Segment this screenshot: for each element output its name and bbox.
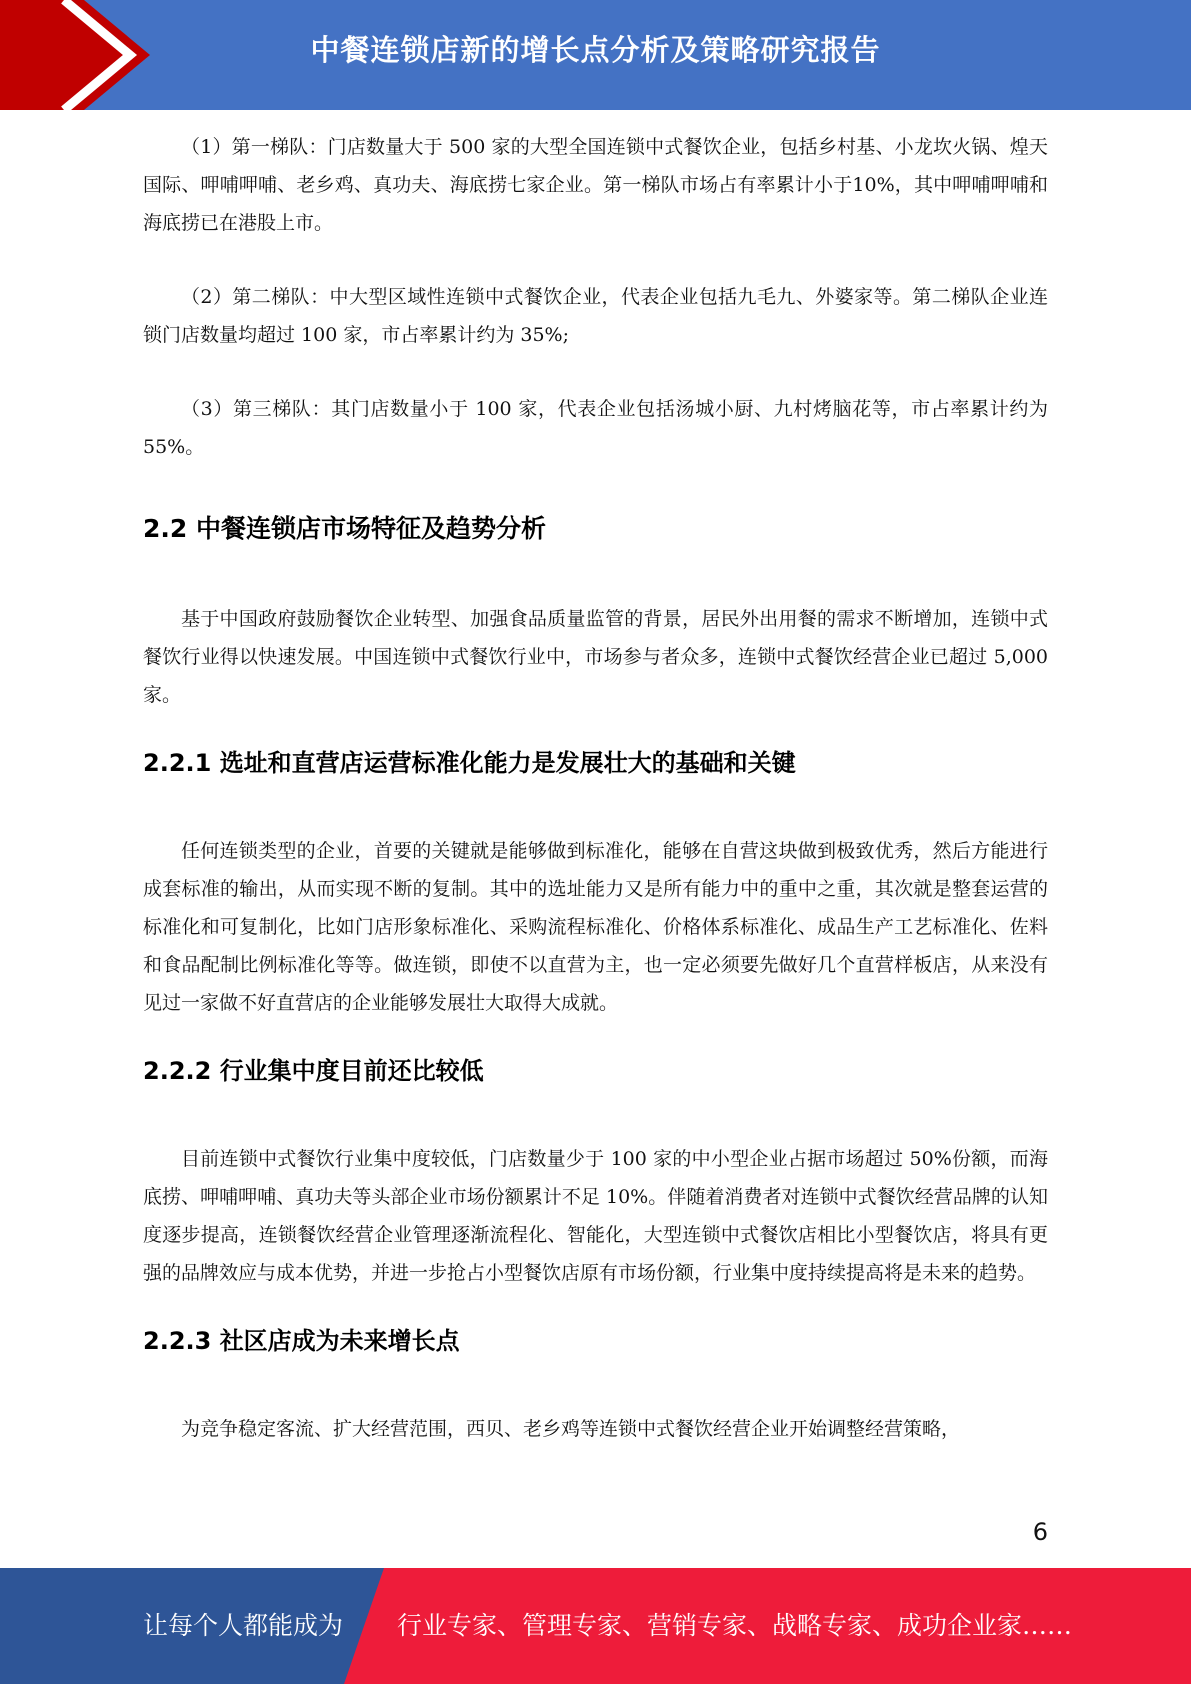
section-2-2-2-heading: 2.2.2 行业集中度目前还比较低 [143,1057,484,1085]
document-body [143,126,1048,1448]
tier1-paragraph: （1）第一梯队：门店数量大于 500 家的大型全国连锁中式餐饮企业，包括乡村基、小龙坎火锅、煌天国际、呷哺呷哺、老乡鸡、真功夫、海底捞七家企业。第一梯队市场占有率累计小于10%，其中呷哺呷哺和海底捞已在港股上市。 [143,136,1048,234]
section-2-2-heading: 2.2 中餐连锁店市场特征及趋势分析 [143,514,546,543]
tier3-paragraph: （3）第三梯队：其门店数量小于 100 家，代表企业包括汤城小厨、九村烤脑花等，市占率累计约为 55%。 [143,398,1048,458]
page-header [0,0,1191,110]
section-2-2-3-paragraph: 为竞争稳定客流、扩大经营范围，西贝、老乡鸡等连锁中式餐饮经营企业开始调整经营策略， [181,1418,961,1440]
footer-slogan-right: 行业专家、管理专家、营销专家、战略专家、成功企业家…… [397,1611,1073,1640]
section-2-2-1-paragraph: 任何连锁类型的企业，首要的关键就是能够做到标准化，能够在自营这块做到极致优秀，然后方能进行成套标准的输出，从而实现不断的复制。其中的选址能力又是所有能力中的重中之重，其次就是整套运营的标准化和可复制化，比如门店形象标准化、采购流程标准化、价格体系标准化、成品生产工艺标准化、佐料和食品配制比例标准化等等。做连锁，即使不以直营为主，也一定必须要先做好几个直营样板店，从来没有见过一家做不好直营店的企业能够发展壮大取得大成就。 [143,840,1048,1014]
section-2-2-2-paragraph: 目前连锁中式餐饮行业集中度较低，门店数量少于 100 家的中小型企业占据市场超过 50%份额，而海底捞、呷哺呷哺、真功夫等头部企业市场份额累计不足 10%。伴随着消费者对连锁中式餐饮经营品牌的认知度逐步提高，连锁餐饮经营企业管理逐渐流程化、智能化，大型连锁中式餐饮店相比小型餐饮店，将具有更强的品牌效应与成本优势，并进一步抢占小型餐饮店原有市场份额，行业集中度持续提高将是未来的趋势。 [143,1148,1048,1284]
section-2-2-1-heading: 2.2.1 选址和直营店运营标准化能力是发展壮大的基础和关键 [143,749,796,777]
tier2-paragraph: （2）第二梯队：中大型区域性连锁中式餐饮企业，代表企业包括九毛九、外婆家等。第二梯队企业连锁门店数量均超过 100 家，市占率累计约为 35%; [143,286,1048,346]
footer-slogan-left: 让每个人都能成为 [143,1611,344,1640]
report-title: 中餐连锁店新的增长点分析及策略研究报告 [310,33,881,67]
section-2-2-paragraph: 基于中国政府鼓励餐饮企业转型、加强食品质量监管的背景，居民外出用餐的需求不断增加，连锁中式餐饮行业得以快速发展。中国连锁中式餐饮行业中，市场参与者众多，连锁中式餐饮经营企业已超过 5,000 家。 [143,608,1048,706]
page-number: 6 [1032,1518,1048,1546]
page-footer [0,1568,1191,1684]
section-2-2-3-heading: 2.2.3 社区店成为未来增长点 [143,1327,460,1355]
